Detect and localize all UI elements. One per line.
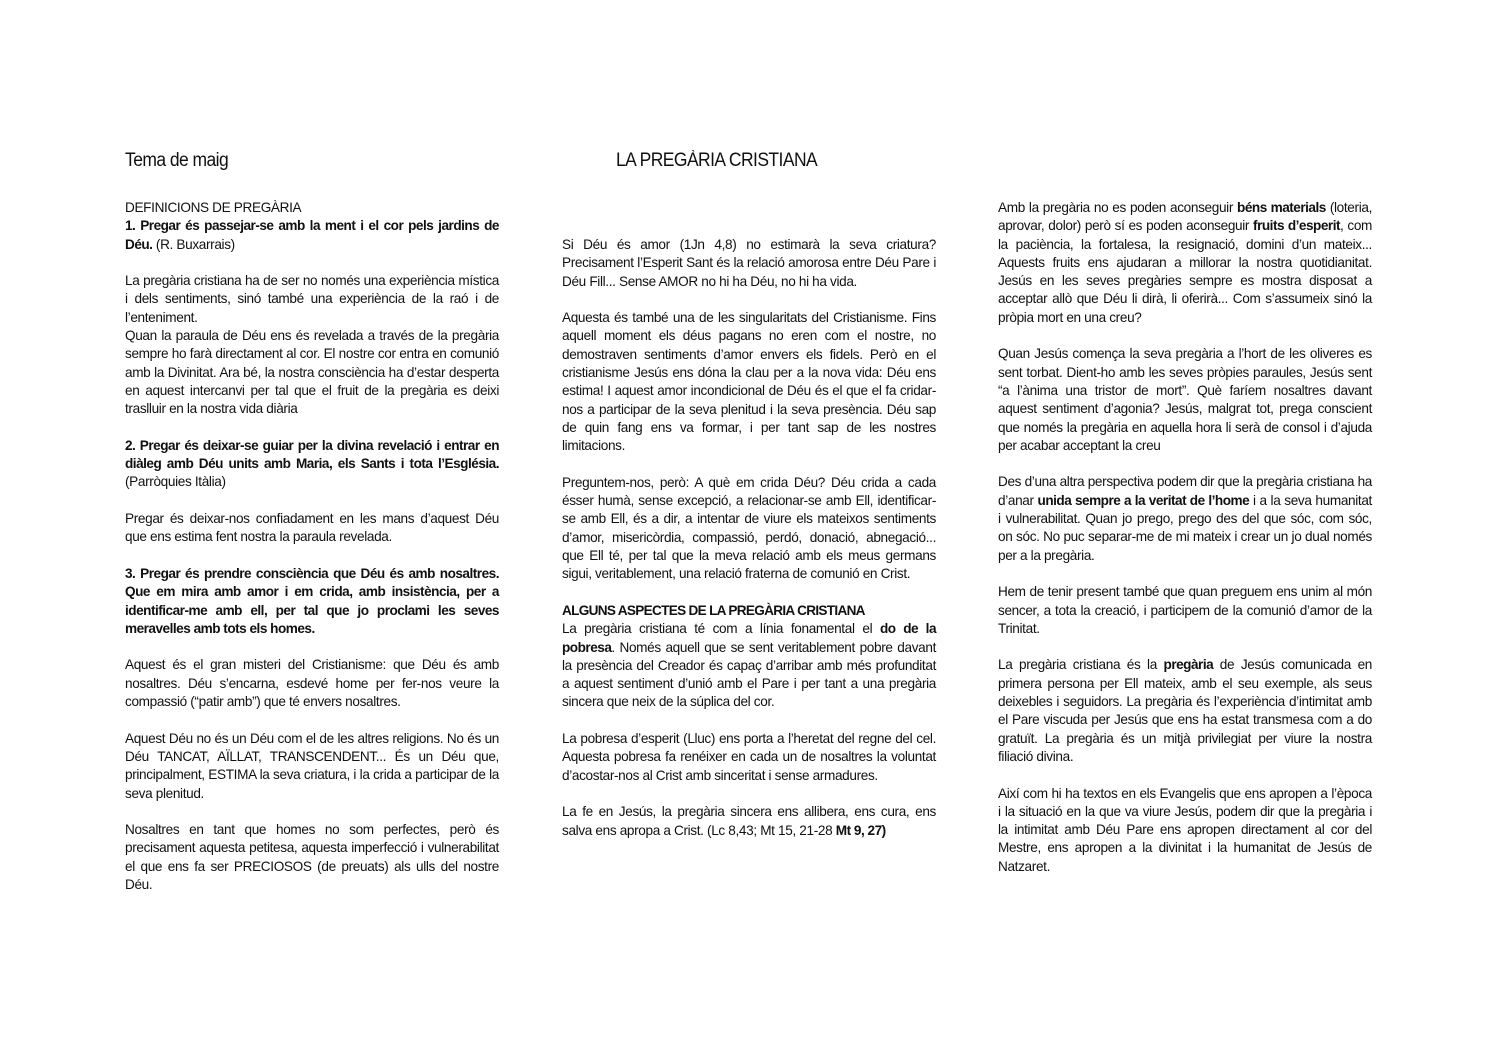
definition-1-source: (R. Buxarrais) xyxy=(152,236,235,252)
definition-2-source: (Parròquies Itàlia) xyxy=(125,474,226,490)
paragraph: Pregar és deixar-nos confiadament en les mans d’aquest Déu que ens estima fent nostra la paraula revelada. xyxy=(125,511,499,545)
text-run: La pregària cristiana és la xyxy=(998,657,1164,673)
paragraph xyxy=(998,656,1372,766)
paragraph: Aquest Déu no és un Déu com el de les altres religions. No és un Déu TANCAT, AÏLLAT, TRANSCENDENT... És un Déu que, principalment, ESTIMA la seva criatura, i la crida a participar de la seva plenitud. xyxy=(125,730,499,801)
paragraph: Preguntem-nos, però: A què em crida Déu? Déu crida a cada ésser humà, sense excepció, a relacionar-se amb Ell, identificar-se amb Ell, és a dir, a intentar de viure els mateixos sentiments d’amor, misericòrdia, compassió, perdó, donació, abnegació... que Ell té, per tal que la meva relació amb els meus germans sigui, veritablement, una relació fraterna de comunió en Crist. xyxy=(562,474,936,582)
middle-column xyxy=(562,236,936,840)
text-run: (loteria, aprovar, dolor) però sí es poden aconseguir xyxy=(998,200,1372,234)
emphasis-veritat-home: unida sempre a la veritat de l’home xyxy=(1037,492,1250,508)
definition-1-text: 1. Pregar és passejar-se amb la ment i el cor pels jardins de Déu. xyxy=(125,218,499,252)
paragraph: Si Déu és amor (1Jn 4,8) no estimarà la seva criatura? Precisament l’Esperit Sant és la relació amorosa entre Déu Pare i Déu Fill... Sense AMOR no hi ha Déu, no hi ha vida. xyxy=(562,237,936,289)
emphasis-pregaria: pregària xyxy=(1163,657,1214,673)
section-heading-aspects: ALGUNS ASPECTES DE LA PREGÀRIA CRISTIANA xyxy=(562,602,865,618)
paragraph-references xyxy=(562,803,936,840)
text-run: Des d’una altra perspectiva podem dir que la pregària cristiana ha d’anar xyxy=(998,474,1372,508)
paragraph: Aquest és el gran misteri del Cristianisme: que Déu és amb nosaltres. Déu s’encarna, esdevé home per fer-nos veure la compassió (“patir amb”) que té envers nosaltres. xyxy=(125,657,499,710)
text-run: Amb la pregària no es poden aconseguir xyxy=(998,200,1238,215)
definition-2 xyxy=(125,437,499,492)
text-run: i a la seva humanitat i vulnerabilitat. Quan jo prego, prego des del que sóc, com sóc, on sóc. No puc separar-me de mi mateix i crear un jo dual només per a la pregària. xyxy=(998,492,1372,563)
definition-1 xyxy=(125,217,499,254)
left-column xyxy=(125,199,499,894)
paragraph xyxy=(998,199,1372,327)
document-title: LA PREGÀRIA CRISTIANA xyxy=(616,150,818,171)
paragraph: La pobresa d’esperit (Lluc) ens porta a l’heretat del regne del cel. Aquesta pobresa fa renéixer en cada un de nosaltres la voluntat d’acostar-nos al Crist amb sinceritat i sense armadures. xyxy=(562,731,936,783)
emphasis-reference: Mt 9, 27) xyxy=(835,822,886,838)
paragraph: Aquesta és també una de les singularitats del Cristianisme. Fins aquell moment els déus pagans no eren com el nostre, no demostraven sentiments d’amor envers els fidels. Però en el cristianisme Jesús ens dóna la clau per a la nova vida: Déu ens estima! I aquest amor incondicional de Déu és el que el fa cridar-nos a participar de la seva plenitud i la seva presència. Déu sap de quin fang ens va formar, i per tant sap de les nostres limitacions. xyxy=(562,310,936,454)
paragraph: Quan Jesús comença la seva pregària a l’hort de les oliveres es sent torbat. Dient-ho amb les seves pròpies paraules, Jesús sent “a l’ànima una tristor de mort”. Què faríem nosaltres davant aquest sentiment d’agonia? Jesús, malgrat tot, prega conscient que només la pregària en aquella hora li serà de consol i d’ajuda per acabar acceptant la creu xyxy=(998,346,1372,453)
emphasis-bens-materials: béns materials xyxy=(1237,200,1326,215)
definition-2-text: 2. Pregar és deixar-se guiar per la divina revelació i entrar en diàleg amb Déu units amb Maria, els Sants i tota l’Església. xyxy=(125,437,499,472)
paragraph: Quan la paraula de Déu ens és revelada a través de la pregària sempre ho farà directament al cor. El nostre cor entra en comunió amb la Divinitat. Ara bé, la nostra consciència ha d’estar desperta en aquest intercanvi per tal que el fruit de la pregària es deixi traslluir en la nostra vida diària xyxy=(125,328,499,417)
text-run: , com la paciència, la fortalesa, la resignació, domini d’un mateix... Aquests fruits ens ajudaran a millorar la nostra quotidianitat. Jesús en les seves pregàries sempre es mostra disposat a acceptar allò que Déu li dirà, li oferirà... Com s’assumeix sinó la pròpia mort en una creu? xyxy=(998,218,1373,325)
text-run: La pregària cristiana té com a línia fonamental el xyxy=(562,621,880,637)
right-column xyxy=(998,199,1372,876)
text-run: . Només aquell que se sent veritablement pobre davant la presència del Creador és capaç d’arribar amb més profunditat a aquest sentiment d’unió amb el Pare i per tant a una pregària sincera que neix de la súplica del cor. xyxy=(562,639,936,710)
paragraph: La pregària cristiana ha de ser no només una experiència mística i dels sentiments, sinó també una experiència de la raó i de l’enteniment. xyxy=(125,273,499,325)
text-run: de Jesús comunicada en primera persona per Ell mateix, amb el seu exemple, als seus deixebles i seguidors. La pregària és l’experiència d’intimitat amb el Pare viscuda per Jesús que ens ha estat transmesa com a do gratuït. La pregària és un mitjà privilegiat per viure la nostra filiació divina. xyxy=(998,657,1373,764)
text-run: La fe en Jesús, la pregària sincera ens allibera, ens cura, ens salva ens apropa a Crist. (Lc 8,43; Mt 15, 21-28 xyxy=(562,804,936,838)
emphasis-do-de-la-pobresa: do de la pobresa xyxy=(562,621,937,655)
paragraph: Hem de tenir present també que quan preguem ens unim al món sencer, a tota la creació, i participem de la comunió d’amor de la Trinitat. xyxy=(998,584,1372,636)
section-heading-definitions: DEFINICIONS DE PREGÀRIA xyxy=(125,200,302,215)
paragraph xyxy=(562,620,936,711)
emphasis-fruits-esperit: fruits d’esperit xyxy=(1253,218,1340,234)
paragraph: Nosaltres en tant que homes no som perfectes, però és precisament aquesta petitesa, aquesta imperfecció i vulnerabilitat el que ens fa ser PRECIOSOS (de preuats) als ulls del nostre Déu. xyxy=(125,822,499,892)
paragraph xyxy=(998,473,1372,564)
document-subtitle: Tema de maig xyxy=(125,150,229,171)
definition-3: 3. Pregar és prendre consciència que Déu és amb nosaltres. Que em mira amb amor i em crida, amb insistència, per a identificar-me amb ell, per tal que jo proclami les seves meravelles amb tots els homes. xyxy=(125,565,499,636)
paragraph: Així com hi ha textos en els Evangelis que ens apropen a l’època i la situació en la que va viure Jesús, podem dir que la pregària i la intimitat amb Déu Pare ens apropen directament al cor del Mestre, ens apropen a la divinitat i la humanitat de Jesús de Natzaret. xyxy=(998,785,1372,874)
